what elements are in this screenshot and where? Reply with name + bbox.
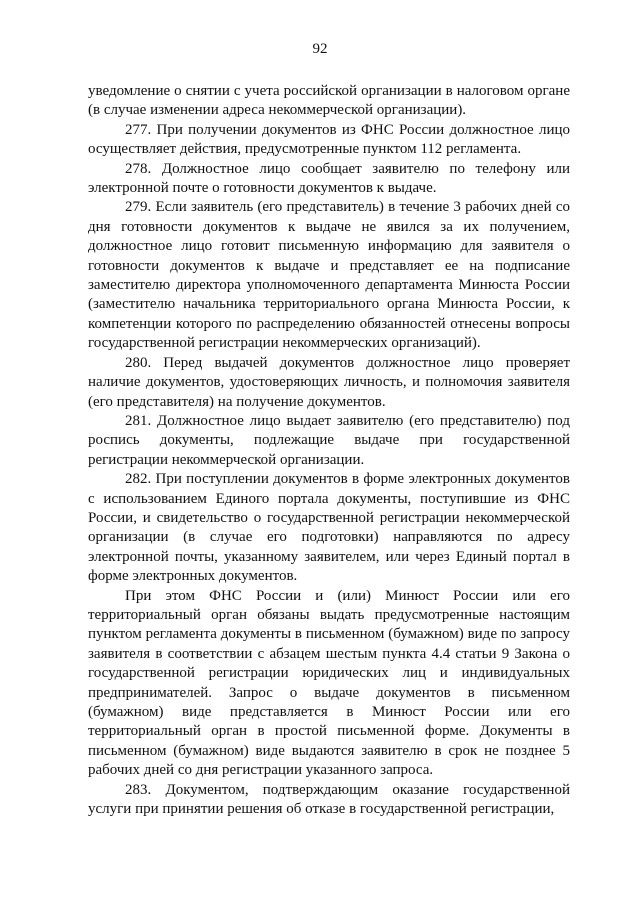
paragraph-281: 281. Должностное лицо выдает заявителю (его представителю) под роспись документы, подлежащие выдаче при государственной регистрации некоммерческой организации. (88, 412, 570, 468)
paragraph-282-continued: При этом ФНС России и (или) Минюст России или его территориальный орган обязаны выдать предусмотренные настоящим пунктом регламента документы в письменном (бумажном) виде по запросу заявителя в соответствии с абзацем шестым пункта 4.4 статьи 9 Закона о государственной регистрации юридических лиц и индивидуальных предпринимателей. Запрос о выдаче документов в письменном (бумажном) виде представляется в Минюст России или его территориальный орган в простой письменной форме. Документы в письменном (бумажном) виде выдаются заявителю в срок не позднее 5 рабочих дней со дня регистрации указанного запроса. (88, 587, 570, 779)
paragraph-280: 280. Перед выдачей документов должностное лицо проверяет наличие документов, удостоверяющих личность, и полномочия заявителя (его представителя) на получение документов. (88, 354, 570, 410)
paragraph-279: 279. Если заявитель (его представитель) в течение 3 рабочих дней со дня готовности документов к выдаче не явился за их получением, должностное лицо готовит письменную информацию для заявителя о готовности документов к выдаче и представляет ее на подписание заместителю директора уполномоченного департамента Минюста России (заместителю начальника территориального органа Минюста России, к компетенции которого по распределению обязанностей отнесены вопросы государственной регистрации некоммерческих организаций). (88, 199, 570, 352)
paragraph-continuation: уведомление о снятии с учета российской организации в налоговом органе (в случае изменении адреса некоммерческой организации). (88, 83, 570, 119)
paragraph-277: 277. При получении документов из ФНС России должностное лицо осуществляет действия, предусмотренные пунктом 112 регламента. (88, 121, 570, 158)
paragraph-282: 282. При поступлении документов в форме электронных документов с использованием Единого портала документы, поступившие из ФНС России, и свидетельство о государственной регистрации некоммерческой организации (в случае его подготовки) направляются по адресу электронной почты, указанному заявителем, или через Единый портал в форме электронных документов. (88, 471, 570, 585)
document-body (88, 82, 570, 819)
paragraph-283: 283. Документом, подтверждающим оказание государственной услуги при принятии решения об отказе в государственной регистрации, (88, 781, 570, 818)
page-number: 92 (312, 41, 328, 57)
paragraph-278: 278. Должностное лицо сообщает заявителю по телефону или электронной почте о готовности документов к выдаче. (88, 160, 570, 197)
